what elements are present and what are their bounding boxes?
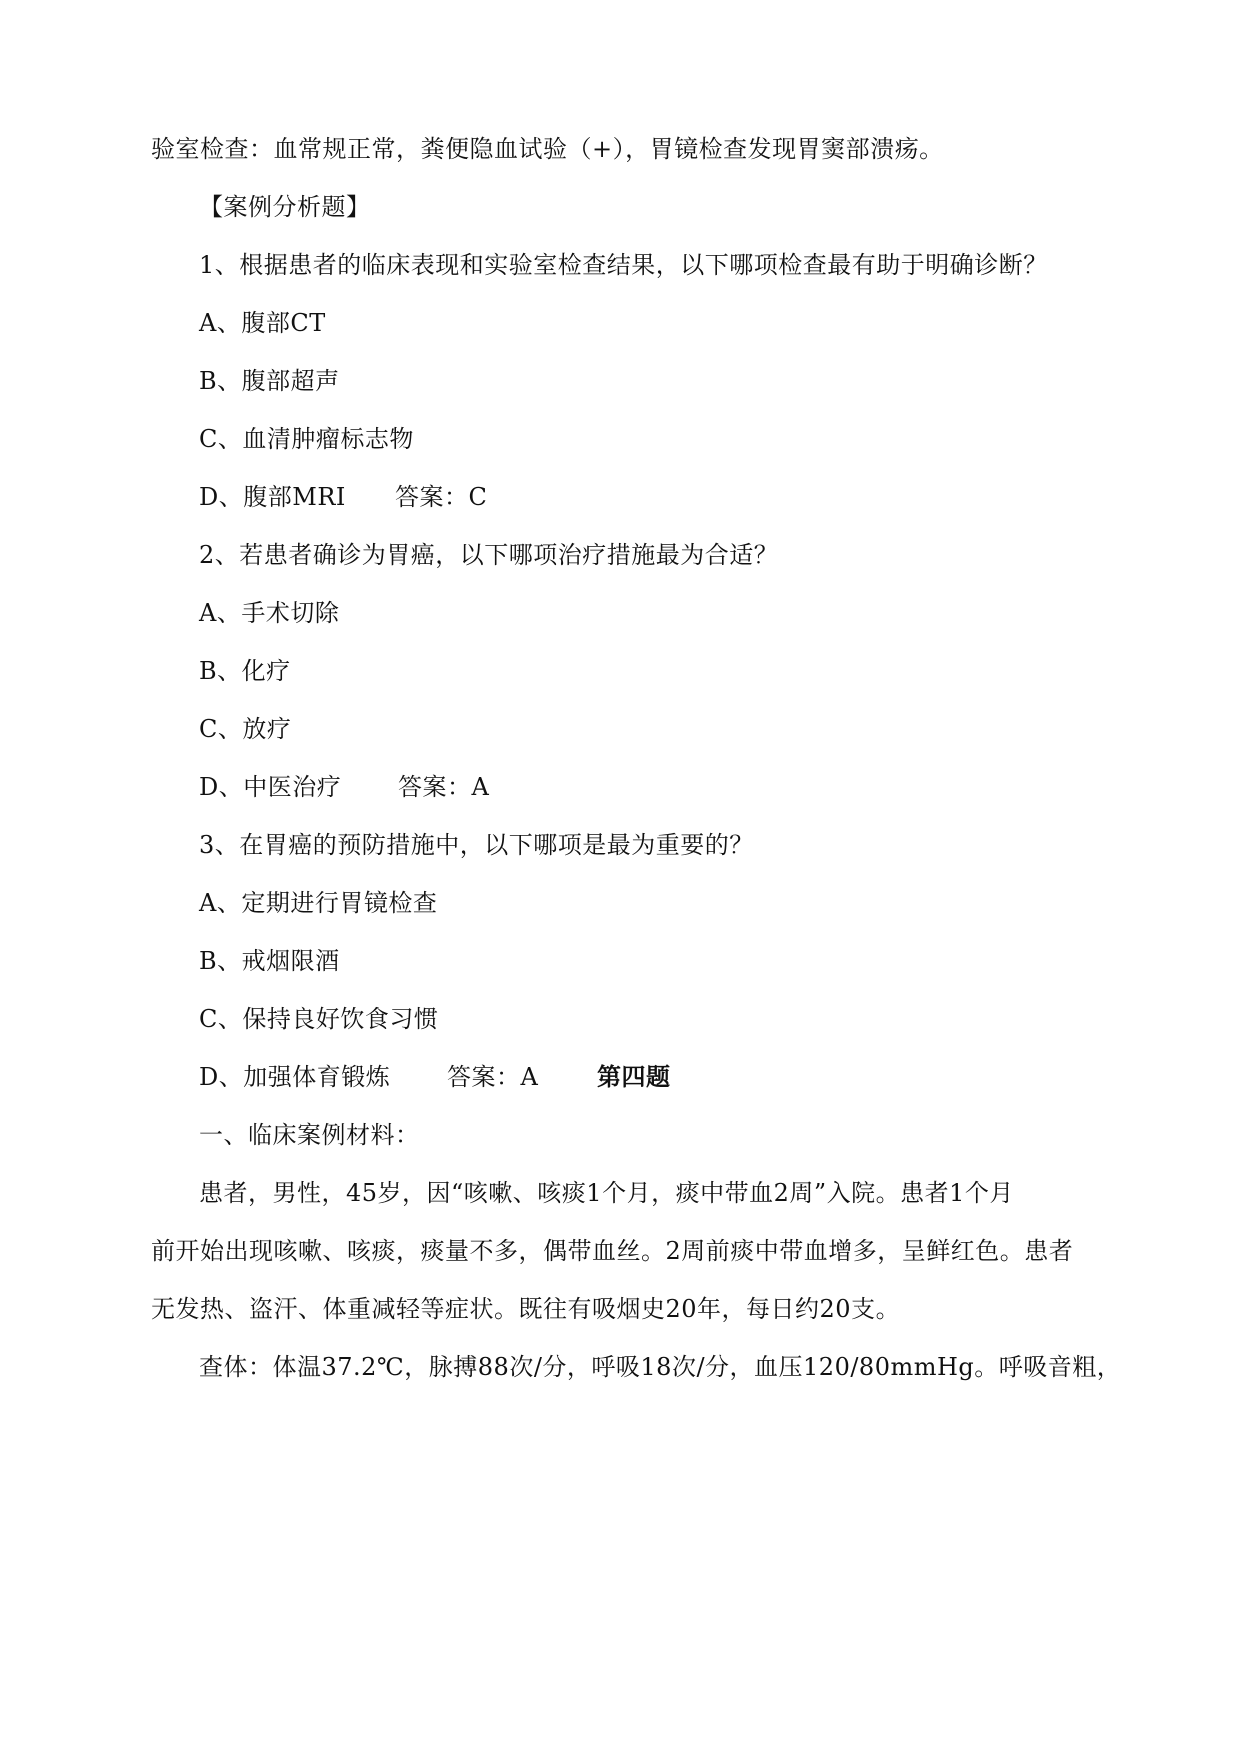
question-2: 2、若患者确诊为胃癌，以下哪项治疗措施最为合适？ [199,541,779,569]
case-paragraph-1-line-2: 前开始出现咳嗽、咳痰，痰量不多，偶带血丝。2周前痰中带血增多，呈鲜红色。患者 [151,1237,1074,1265]
q2-option-b: B、化疗 [199,657,291,685]
q2-option-c: C、放疗 [199,715,292,743]
q2-option-a: A、手术切除 [199,599,340,627]
q1-option-c: C、血清肿瘤标志物 [199,425,414,453]
q1-answer: 答案：C [395,483,488,511]
case-paragraph-1-line-1: 患者，男性，45岁，因“咳嗽、咳痰1个月，痰中带血2周”入院。患者1个月 [199,1179,1014,1207]
q1-option-d-row [199,482,488,512]
lab-result-line: 验室检查：血常规正常，粪便隐血试验（+），胃镜检查发现胃窦部溃疡。 [151,135,944,163]
case-paragraph-2-line-1: 查体：体温37.2℃，脉搏88次/分，呼吸18次/分，血压120/80mmHg。呼吸音粗， [199,1353,1122,1381]
q2-answer: 答案：A [398,773,490,801]
section-4-title: 第四题 [597,1063,671,1091]
case-paragraph-1-line-3: 无发热、盗汗、体重减轻等症状。既往有吸烟史20年，每日约20支。 [151,1295,901,1323]
q3-option-b: B、戒烟限酒 [199,947,340,975]
q3-option-a: A、定期进行胃镜检查 [199,889,438,917]
q1-option-a: A、腹部CT [199,309,326,337]
q3-option-d: D、加强体育锻炼 [199,1063,391,1091]
q3-option-d-row [199,1062,671,1092]
q2-option-d-row [199,772,490,802]
question-3: 3、在胃癌的预防措施中，以下哪项是最为重要的？ [199,831,754,859]
case-material-heading: 一、临床案例材料： [199,1121,420,1149]
q1-option-d: D、腹部MRI [199,483,346,511]
q1-option-b: B、腹部超声 [199,367,340,395]
question-1: 1、根据患者的临床表现和实验室检查结果，以下哪项检查最有助于明确诊断？ [199,251,1048,279]
q3-answer: 答案：A [447,1063,539,1091]
q2-option-d: D、中医治疗 [199,773,342,801]
q3-option-c: C、保持良好饮食习惯 [199,1005,439,1033]
case-analysis-heading: 【案例分析题】 [199,193,371,221]
